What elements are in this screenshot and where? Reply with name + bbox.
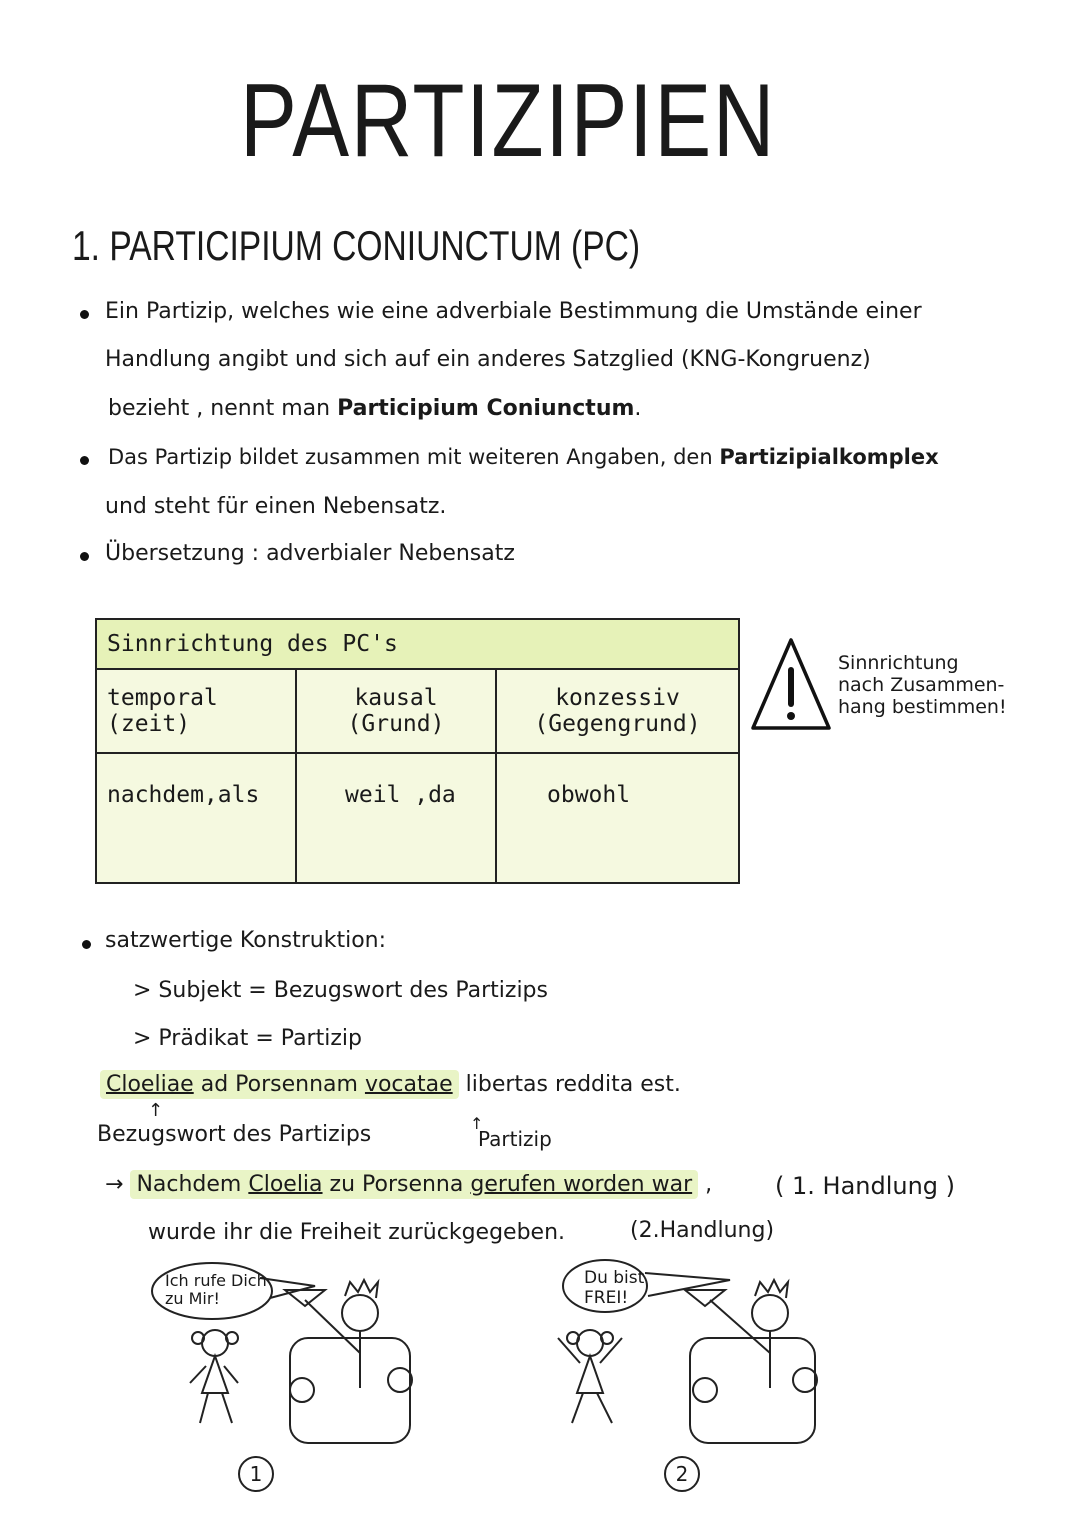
- col-kausal-title: kausal: [354, 685, 438, 711]
- term-participium-coniunctum: Participium Coniunctum: [337, 396, 635, 421]
- translation-partizip: gerufen worden war: [470, 1172, 693, 1197]
- praedikat-line: > Prädikat = Partizip: [133, 1026, 362, 1051]
- latin-example-highlight: [100, 1070, 459, 1099]
- bullet2-line1: [108, 445, 939, 469]
- col-kausal-sub: (Grund): [347, 711, 445, 737]
- label-bezugswort: Bezugswort des Partizips: [97, 1122, 372, 1147]
- partizip-word: vocatae: [364, 1072, 453, 1097]
- col-temporal: [96, 669, 296, 753]
- translation-cloelia: Cloelia: [248, 1172, 323, 1197]
- panel-number-2: 2: [664, 1456, 700, 1492]
- handlung-2: (2.Handlung): [630, 1218, 775, 1243]
- term-partizipialkomplex: Partizipialkomplex: [719, 445, 939, 469]
- col-temporal-title: temporal: [107, 685, 218, 711]
- bezugswort-word: Cloeliae: [106, 1072, 194, 1097]
- label-partizip: Partizip: [478, 1127, 552, 1151]
- bullet3-line: Übersetzung : adverbialer Nebensatz: [105, 541, 515, 566]
- bullet-dot: [82, 940, 91, 949]
- warning-note: [838, 652, 1058, 718]
- warning-line3: hang bestimmen!: [838, 696, 1007, 718]
- page-title: PARTIZIPIEN: [240, 63, 777, 179]
- arrow-up-icon: ↑: [148, 1100, 164, 1121]
- sinnrichtung-table: [95, 618, 740, 884]
- comic-panel-2-drawing: [520, 1258, 830, 1458]
- col-konzessiv-sub: (Gegengrund): [534, 711, 701, 737]
- latin-end: libertas reddita est.: [458, 1072, 681, 1097]
- satzwertig-heading: satzwertige Konstruktion:: [105, 928, 387, 953]
- translation-middle: zu Porsenna: [322, 1172, 471, 1197]
- subjekt-line: > Subjekt = Bezugswort des Partizips: [133, 978, 548, 1003]
- panel-number-1: 1: [238, 1456, 274, 1492]
- col-temporal-sub: (zeit): [107, 711, 191, 737]
- bullet2-text: Das Partizip bildet zusammen mit weiteren Angaben, den: [108, 445, 720, 469]
- translation-line1: [105, 1172, 712, 1197]
- speech-bubble-2: Du bist FREI!: [584, 1268, 645, 1308]
- bullet-dot: [80, 552, 89, 561]
- latin-middle: ad Porsennam: [193, 1072, 365, 1097]
- speech-bubble-1: Ich rufe Dich zu Mir!: [165, 1271, 267, 1308]
- bullet1-line3: [108, 396, 641, 421]
- arrow-right-icon: →: [105, 1172, 124, 1197]
- bullet1-period: .: [634, 396, 642, 421]
- bullet-dot: [80, 456, 89, 465]
- warning-line1: Sinnrichtung: [838, 652, 959, 674]
- col-konzessiv-title: konzessiv: [555, 685, 680, 711]
- bullet1-line2: Handlung angibt und sich auf ein anderes Satzglied (KNG-Kongruenz): [105, 347, 871, 372]
- translation-nachdem: Nachdem: [136, 1172, 249, 1197]
- col-konzessiv: [496, 669, 739, 753]
- arrow-up-icon: ↑: [470, 1114, 484, 1133]
- translation-comma: ,: [698, 1172, 713, 1197]
- bullet-dot: [80, 310, 89, 319]
- value-temporal: nachdem,als: [96, 753, 296, 883]
- translation-line2: wurde ihr die Freiheit zurückgegeben.: [148, 1220, 566, 1245]
- warning-triangle-icon: [750, 636, 832, 732]
- section-heading: 1. PARTICIPIUM CONIUNCTUM (PC): [72, 222, 641, 269]
- handlung-1: ( 1. Handlung ): [775, 1172, 956, 1200]
- table-header: Sinnrichtung des PC's: [96, 619, 739, 669]
- bullet1-text: bezieht , nennt man: [108, 396, 338, 421]
- latin-example: [100, 1072, 681, 1097]
- warning-line2: nach Zusammen-: [838, 674, 1005, 696]
- bullet1-line1: Ein Partizip, welches wie eine adverbiale Bestimmung die Umstände einer: [105, 299, 922, 324]
- translation-highlight: [130, 1170, 698, 1199]
- value-kausal: weil ,da: [296, 753, 496, 883]
- value-konzessiv: obwohl: [496, 753, 739, 883]
- col-kausal: [296, 669, 496, 753]
- bullet2-line2: und steht für einen Nebensatz.: [105, 494, 447, 519]
